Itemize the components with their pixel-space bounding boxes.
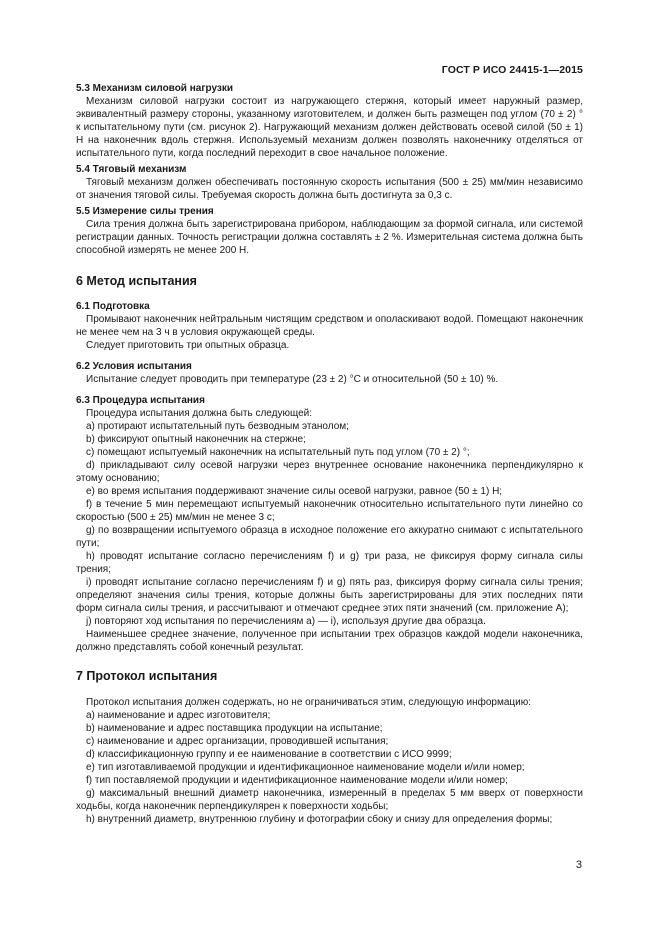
subsection-5-5-title: 5.5 Измерение силы трения	[76, 206, 214, 217]
list-item: c) наименование и адрес организации, проводившей испытания;	[86, 736, 389, 747]
subsection-6-2-text: Испытание следует проводить при температуре (23 ± 2) °С и относительной (50 ± 10) %.	[86, 374, 499, 385]
list-item: h) проводят испытание согласно перечислениям f) и g) три раза, не фиксируя форму сигнала силы трения;	[76, 551, 583, 575]
subsection-6-1-text-2: Следует приготовить три опытных образца.	[86, 340, 290, 351]
subsection-6-3-intro: Процедура испытания должна быть следующей:	[86, 408, 313, 419]
subsection-5-4-text: Тяговый механизм должен обеспечивать постоянную скорость испытания (500 ± 25) мм/мин независимо от значения тяговой силы. Требуемая скорость должна быть достигнута за 0,3 с.	[76, 177, 583, 201]
section-7-intro: Протокол испытания должен содержать, но не ограничиваться этим, следующую информацию:	[86, 697, 532, 708]
subsection-6-1-text: Промывают наконечник нейтральным чистящим средством и ополаскивают водой. Помещают наконечник не менее чем на 3 ч в условия окружающей среды.	[76, 314, 583, 338]
subsection-5-3-title: 5.3 Механизм силовой нагрузки	[76, 83, 234, 94]
subsection-6-3-conclusion: Наименьшее среднее значение, полученное при испытании трех образцов каждой модели наконечника, должно представлять собой конечный результат.	[76, 629, 583, 653]
section-6-title: 6 Метод испытания	[76, 274, 197, 288]
subsection-6-3-title: 6.3 Процедура испытания	[76, 395, 205, 406]
document-header: ГОСТ Р ИСО 24415-1—2015	[441, 64, 583, 76]
list-item: j) повторяют ход испытания по перечислениям а) — i), используя другие два образца.	[86, 616, 486, 627]
report-list	[76, 709, 583, 826]
list-item: g) максимальный внешний диаметр наконечника, измеренный в пределах 5 мм вверх от поверхности ходьбы, когда наконечник перпендикулярен к поверхности ходьбы;	[76, 788, 583, 812]
list-item: h) внутренний диаметр, внутреннюю глубину и фотографии сбоку и снизу для определения формы;	[86, 814, 553, 825]
list-item: b) наименование и адрес поставщика продукции на испытание;	[86, 723, 383, 734]
list-item: c) помещают испытуемый наконечник на испытательный путь под углом (70 ± 2) °;	[86, 447, 470, 458]
document-body	[76, 82, 583, 826]
list-item: i) проводят испытание согласно перечислениям f) и g) пять раз, фиксируя форму сигнала силы трения; определяют значения силы трения, которые должны быть зарегистрированы для этих последних пяти форм сигнала силы трения, и рассчитывают и отмечают среднее этих пяти значений (см. приложение А);	[76, 577, 583, 614]
list-item: a) протирают испытательный путь безводным этанолом;	[86, 421, 349, 432]
list-item: b) фиксируют опытный наконечник на стержне;	[86, 434, 306, 445]
list-item: e) во время испытания поддерживают значение силы осевой нагрузки, равное (50 ± 1) Н;	[86, 486, 503, 497]
list-item: f) в течение 5 мин перемещают испытуемый наконечник относительно испытательного пути линейно со скоростью (500 ± 25) мм/мин не менее 3 с;	[76, 499, 583, 523]
list-item: a) наименование и адрес изготовителя;	[86, 710, 271, 721]
subsection-5-4-title: 5.4 Тяговый механизм	[76, 164, 187, 175]
subsection-6-1-title: 6.1 Подготовка	[76, 301, 150, 312]
procedure-list	[76, 420, 583, 628]
subsection-6-2-title: 6.2 Условия испытания	[76, 361, 192, 372]
list-item: f) тип поставляемой продукции и идентификационное наименование модели и/или номер;	[86, 775, 508, 786]
subsection-5-3-text: Механизм силовой нагрузки состоит из нагружающего стержня, который имеет наружный размер, эквивалентный размеру стороны, указанному изготовителем, и должен быть размещен под углом (70 ± 2) ° к испытательному пути (см. рисунок 2). Нагружающий механизм должен действовать осевой силой (50 ± 1) Н на наконечник вдоль стержня. Используемый механизм должен позволять наконечнику отделяться от испытательного пути, когда последний переходит в свое начальное положение.	[76, 96, 583, 159]
list-item: d) классификационную группу и ее наименование в соответствии с ИСО 9999;	[86, 749, 452, 760]
page-number: 3	[575, 859, 582, 871]
list-item: d) прикладывают силу осевой нагрузки через внутреннее основание наконечника перпендикулярно к этому основанию;	[76, 460, 583, 484]
section-7-title: 7 Протокол испытания	[76, 669, 218, 683]
list-item: g) по возвращении испытуемого образца в исходное положение его аккуратно снимают с испытательного пути;	[76, 525, 583, 549]
list-item: e) тип изготавливаемой продукции и идентификационное наименование модели и/или номер;	[86, 762, 525, 773]
subsection-5-5-text: Сила трения должна быть зарегистрирована прибором, наблюдающим за формой сигнала, или системой регистрации данных. Точность регистрации должна составлять ± 2 %. Измерительная система должна быть способной измерять не менее 200 Н.	[76, 219, 583, 256]
